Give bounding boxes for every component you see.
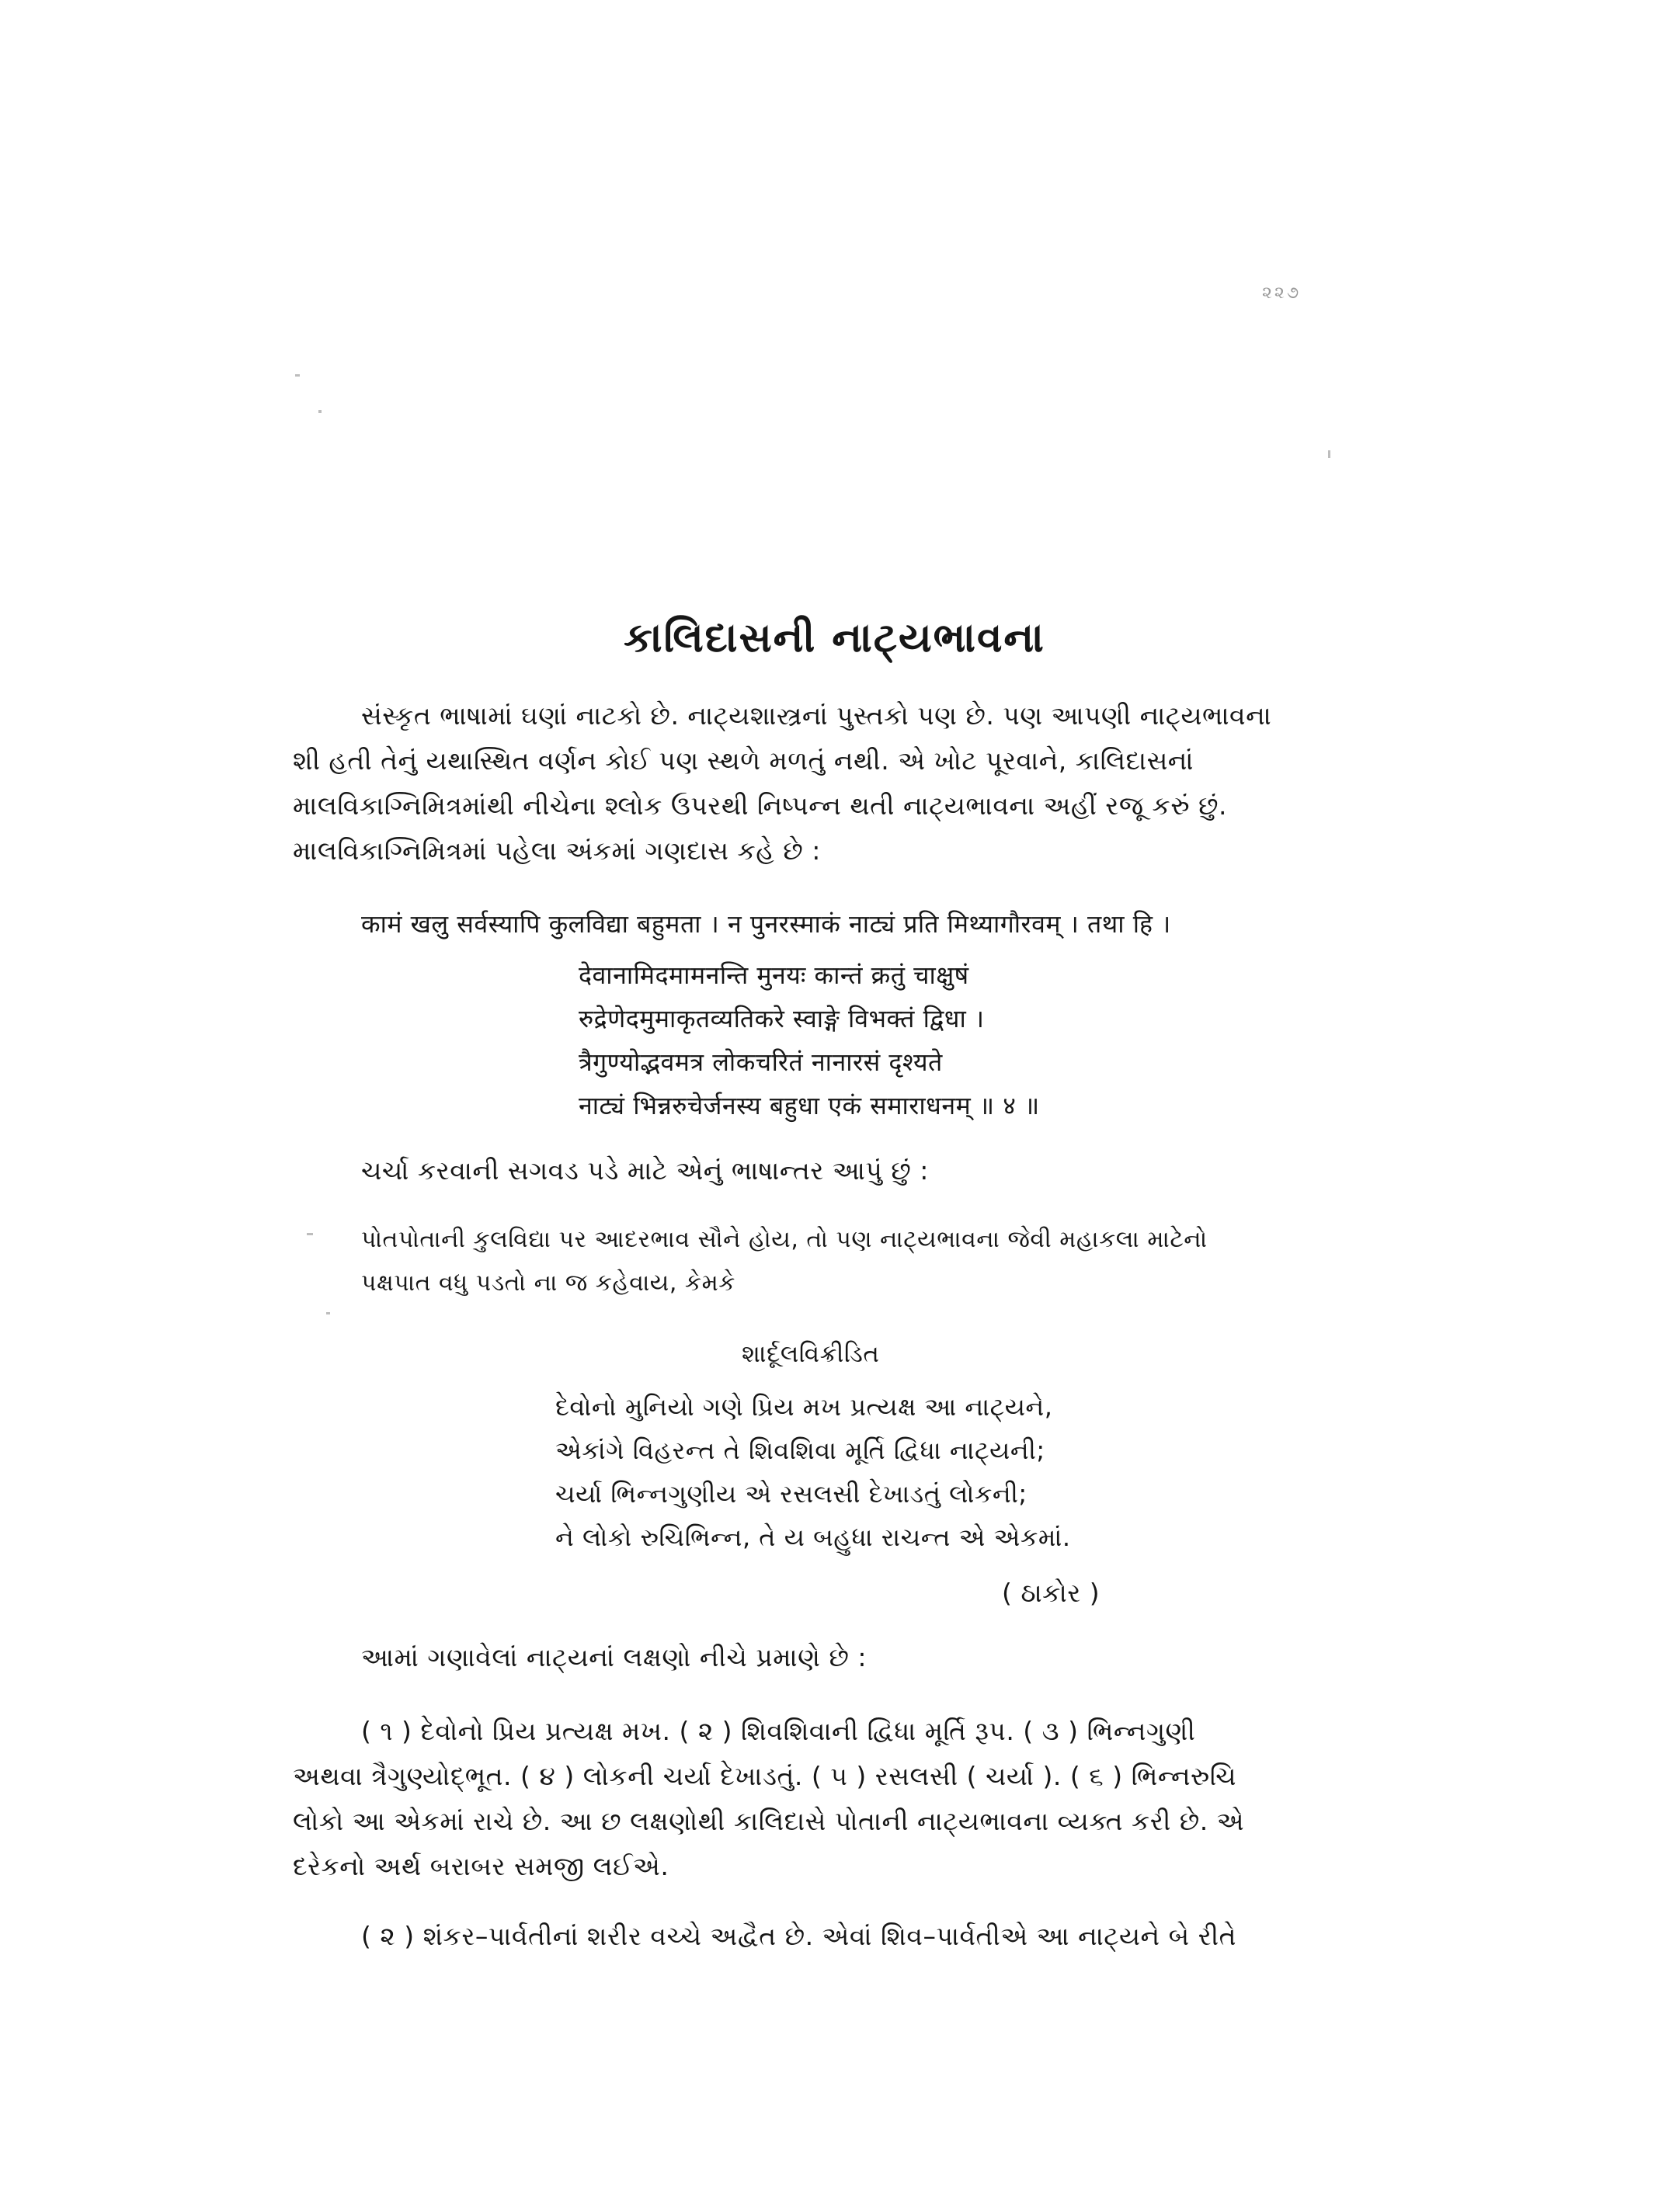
intro-line: સંસ્કૃત ભાષામાં ઘણાં નાટકો છે. નાટ્યશાસ્ત્રનાં પુસ્તકો પણ છે. પણ આપણી નાટ્યભાવના	[361, 700, 1272, 731]
gujarati-verse-line: એકાંગે વિહરન્ત તે શિવશિવા મૂર્તિ દ્વિધા નાટ્યની;	[555, 1436, 1045, 1465]
scan-speck	[307, 1233, 313, 1235]
gujarati-verse-line: દેવોનો મુનિયો ગણે પ્રિય મખ પ્રત્યક્ષ આ નાટ્યને,	[555, 1392, 1053, 1422]
translation-prose-line: પોતપોતાની કુલવિદ્યા પર આદરભાવ સૌને હોય, તો પણ નાટ્યભાવના જેવી મહાકલા માટેનો	[361, 1226, 1208, 1253]
sanskrit-verse-line: त्रैगुण्योद्भवमत्र लोकचरितं नानारसं दृश्यते	[579, 1047, 943, 1077]
scan-speck	[326, 1312, 330, 1314]
gujarati-verse-line: ને લોકો રુચિભિન્ન, તે ય બહુધા રાચન્ત એ એકમાં.	[555, 1523, 1071, 1552]
page-title: કાલિદાસની નાટ્યભાવના	[624, 614, 1045, 662]
page-number: ૨૨૭	[1262, 283, 1302, 303]
translation-prose-line: પક્ષપાત વધુ પડતો ના જ કહેવાય, કેમકે	[361, 1269, 735, 1297]
intro-line: માલવિકાગ્નિમિત્રમાં પહેલા અંકમાં ગણદાસ કહે છે :	[293, 835, 821, 866]
features-line: ( ૧ ) દેવોનો પ્રિય પ્રત્યક્ષ મખ. ( ૨ ) શિવશિવાની દ્વિધા મૂર્તિ રૂપ. ( ૩ ) ભિન્નગુણી	[361, 1716, 1196, 1746]
intro-line: શી હતી તેનું યથાસ્થિત વર્ણન કોઈ પણ સ્થળે મળતું નથી. એ ખોટ પૂરવાને, કાલિદાસનાં	[293, 745, 1194, 776]
sanskrit-verse-line: नाट्यं भिन्नरुचेर्जनस्य बहुधा एकं समाराधनम् ॥ ४ ॥	[579, 1091, 1040, 1120]
features-line: દરેકનો અર્થ બરાબર સમજી લઈએ.	[293, 1851, 669, 1881]
verse-attribution: ( ઠાકોર )	[1002, 1578, 1100, 1608]
body-line-last: ( ૨ ) શંકર–પાર્વતીનાં શરીર વચ્ચે અદ્વૈત છે. એવાં શિવ–પાર્વતીએ આ નાટ્યને બે રીતે	[361, 1921, 1236, 1951]
sanskrit-verse-line: रुद्रेणेदमुमाकृतव्यतिकरे स्वाङ्गे विभक्तं द्विधा ।	[579, 1004, 985, 1033]
sanskrit-prose: कामं खलु सर्वस्यापि कुलविद्या बहुमता । न पुनरस्माकं नाट्यं प्रति मिथ्यागौरवम् । तथा हि ।	[361, 909, 1171, 939]
scan-speck	[1328, 450, 1330, 458]
intro-line: માલવિકાગ્નિમિત્રમાંથી નીચેના શ્લોક ઉપરથી નિષ્પન્ન થતી નાટ્યભાવના અહીં રજૂ કરું છું.	[293, 790, 1228, 821]
gujarati-verse-line: ચર્યા ભિન્નગુણીય એ રસલસી દેખાડતું લોકની;	[555, 1479, 1027, 1509]
sanskrit-verse-line: देवानामिदमामनन्ति मुनयः कान्तं क्रतुं चाक्षुषं	[579, 960, 969, 990]
features-line: અથવા ત્રૈગુણ્યોદ્ભૂત. ( ૪ ) લોકની ચર્યા દેખાડતું. ( ૫ ) રસલસી ( ચર્યા ). ( ૬ ) ભિન્નરુચિ	[293, 1761, 1237, 1791]
scan-speck	[295, 374, 300, 377]
meter-name: શાર્દૂલવિક્રીડિત	[742, 1340, 880, 1368]
features-intro: આમાં ગણાવેલાં નાટ્યનાં લક્ષણો નીચે પ્રમાણે છે :	[361, 1642, 867, 1672]
translation-intro: ચર્ચા કરવાની સગવડ પડે માટે એનું ભાષાન્તર આપું છું :	[361, 1155, 929, 1186]
scan-speck	[318, 410, 322, 413]
features-line: લોકો આ એકમાં રાચે છે. આ છ લક્ષણોથી કાલિદાસે પોતાની નાટ્યભાવના વ્યક્ત કરી છે. એ	[293, 1806, 1245, 1836]
